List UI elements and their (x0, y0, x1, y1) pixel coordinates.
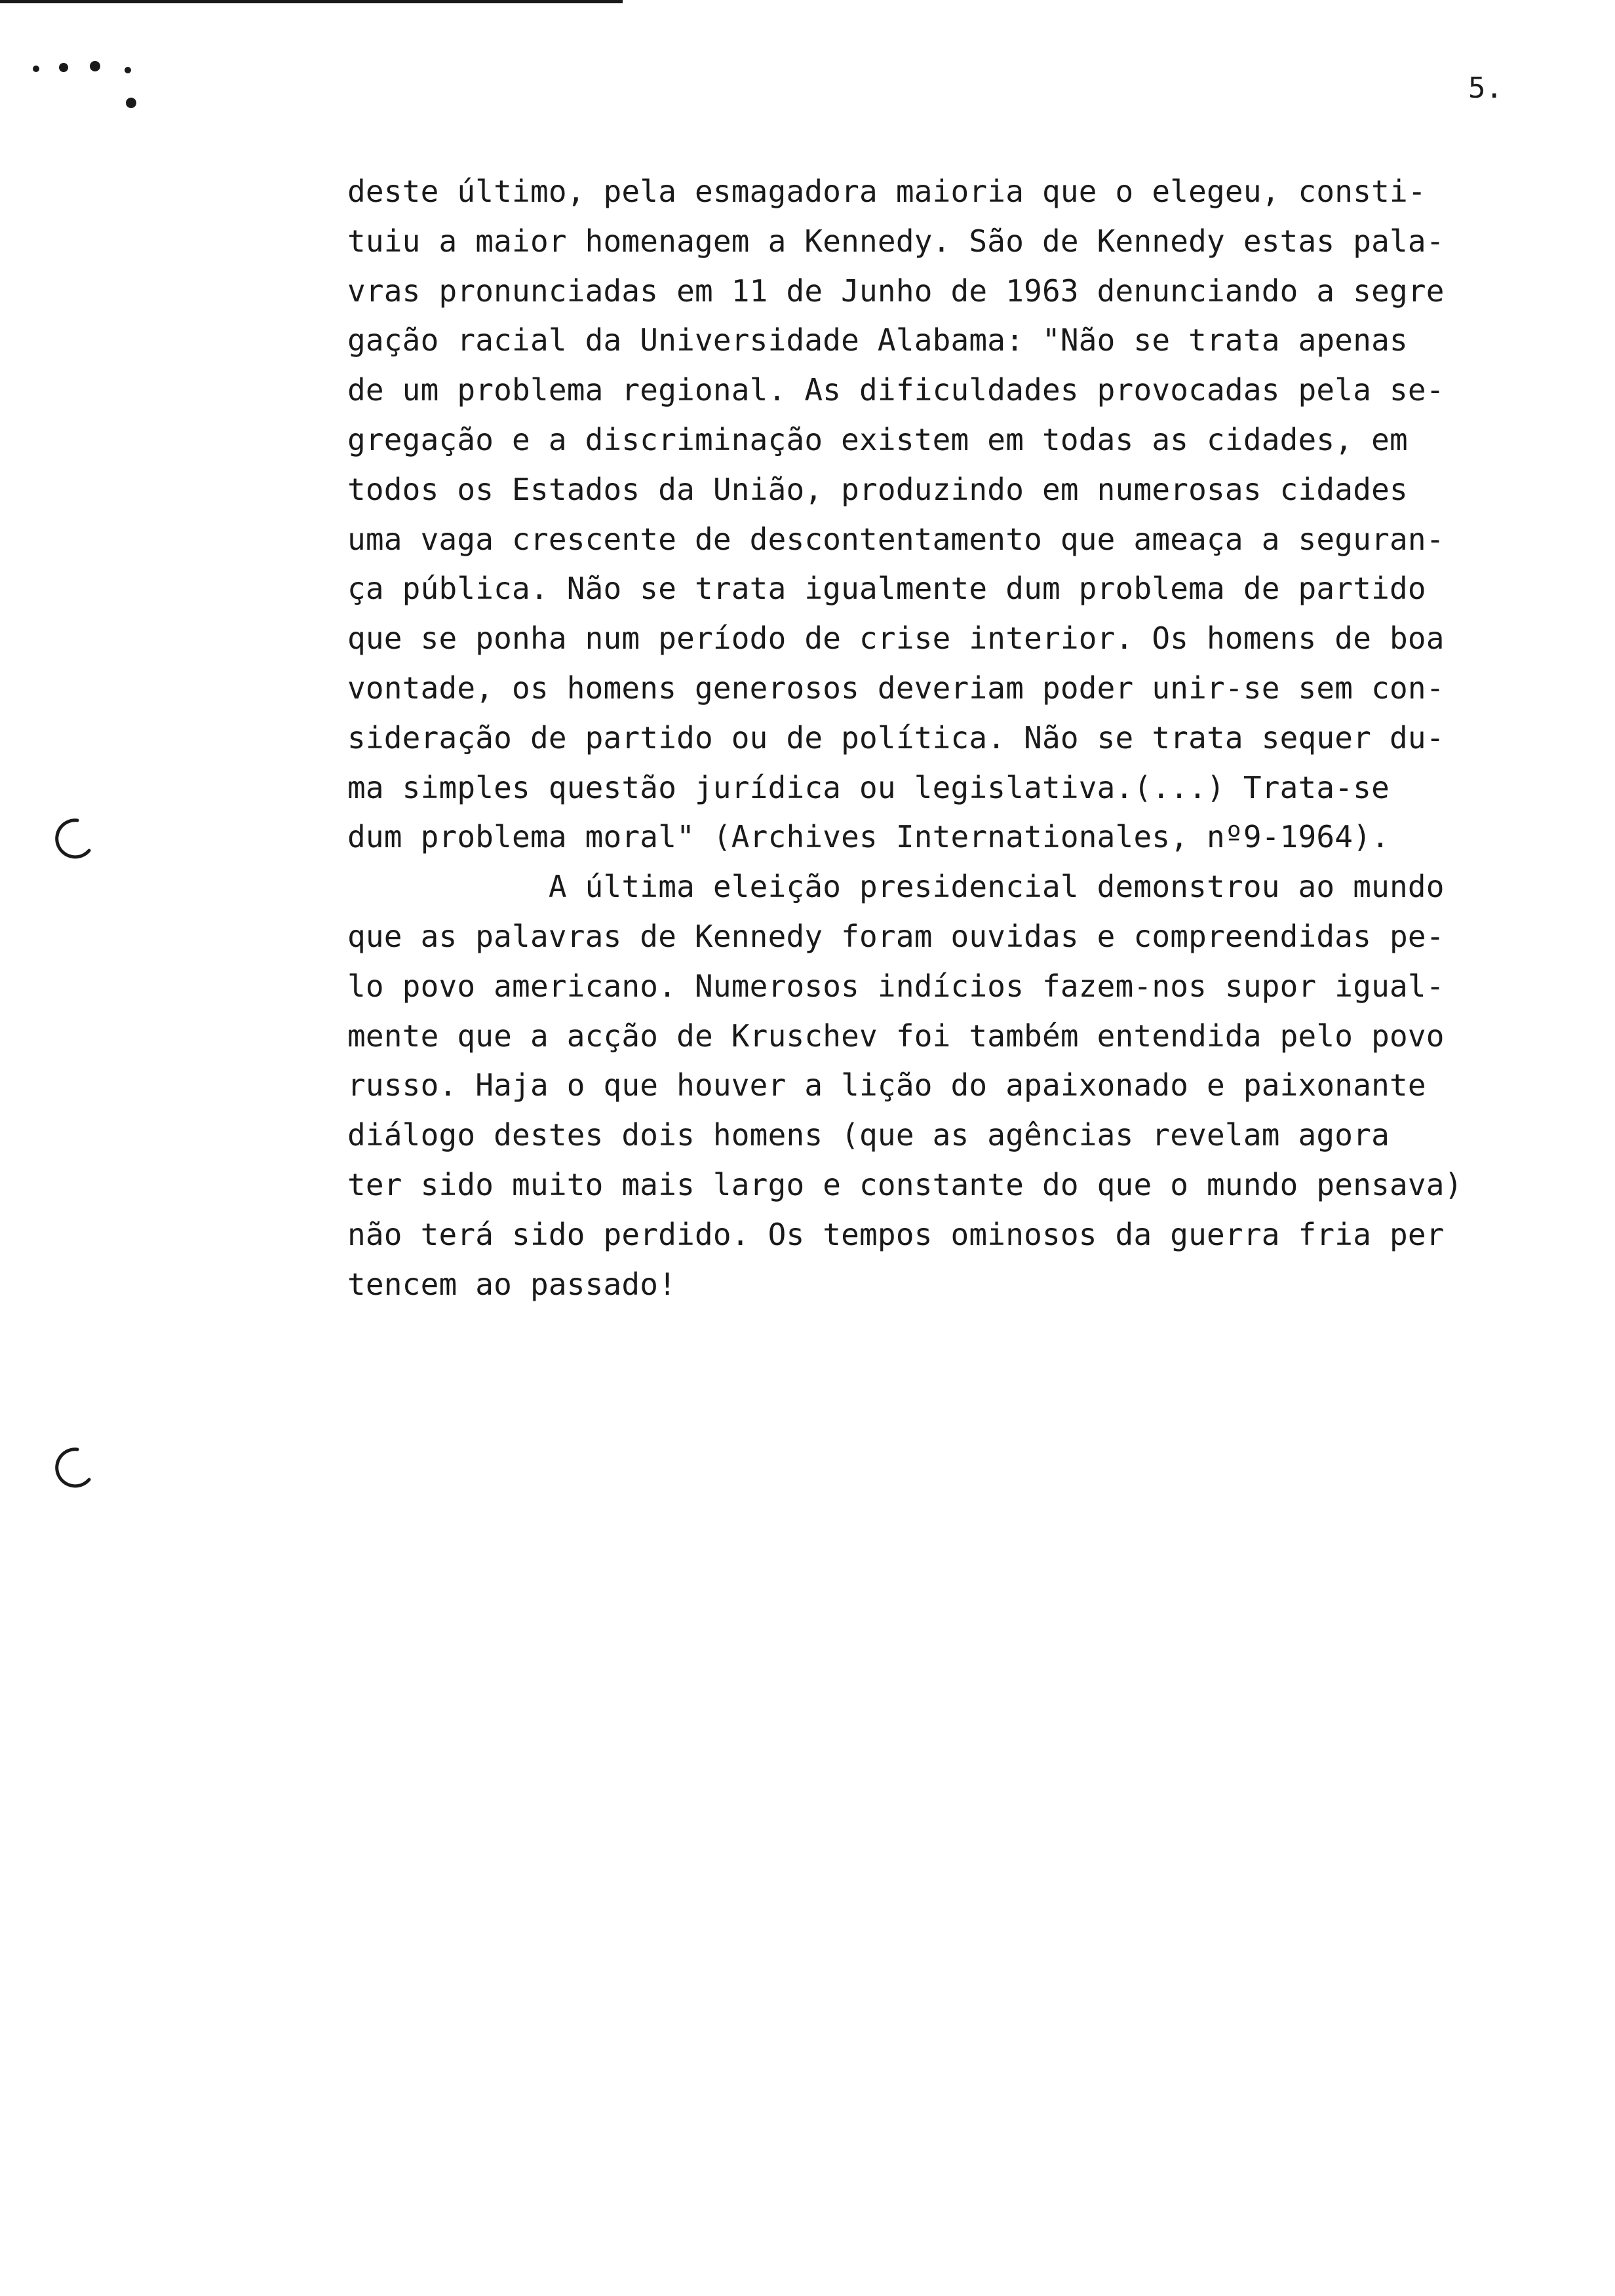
text-line: todos os Estados da União, produzindo em numerosas cidades (347, 471, 1408, 507)
text-line: A última eleição presidencial demonstrou ao mundo (347, 869, 1445, 905)
text-line: dum problema moral" (Archives Internationales, nº9-1964). (347, 819, 1390, 855)
text-line: que as palavras de Kennedy foram ouvidas e compreendidas pe- (347, 918, 1445, 954)
text-line: vontade, os homens generosos deveriam poder unir-se sem con- (347, 670, 1445, 706)
text-line: russo. Haja o que houver a lição do apaixonado e paixonante (347, 1067, 1426, 1103)
text-line: mente que a acção de Kruschev foi também entendida pelo povo (347, 1018, 1445, 1054)
text-line: gregação e a discriminação existem em todas as cidades, em (347, 421, 1408, 457)
text-line: gação racial da Universidade Alabama: "Não se trata apenas (347, 322, 1408, 358)
text-line: lo povo americano. Numerosos indícios fazem-nos supor igual- (347, 968, 1445, 1004)
text-line: de um problema regional. As dificuldades provocadas pela se- (347, 372, 1445, 408)
corner-dots-mark (29, 56, 161, 115)
text-line: uma vaga crescente de descontentamento que ameaça a seguran- (347, 521, 1445, 557)
punch-hole-mark (46, 813, 98, 865)
text-line: diálogo destes dois homens (que as agências revelam agora (347, 1117, 1390, 1153)
document-body (347, 167, 1566, 1309)
text-line: não terá sido perdido. Os tempos ominosos da guerra fria per (347, 1216, 1445, 1252)
top-edge-rule (0, 0, 623, 3)
text-line: ça pública. Não se trata igualmente dum problema de partido (347, 571, 1426, 607)
text-line: tencem ao passado! (347, 1266, 677, 1302)
text-line: deste último, pela esmagadora maioria que o elegeu, consti- (347, 174, 1426, 209)
text-line: ma simples questão jurídica ou legislativa.(...) Trata-se (347, 769, 1390, 805)
text-line: que se ponha num período de crise interior. Os homens de boa (347, 621, 1445, 657)
text-line: ter sido muito mais largo e constante do que o mundo pensava) (347, 1166, 1463, 1202)
text-line: sideração de partido ou de política. Não se trata sequer du- (347, 719, 1445, 756)
text-line: tuiu a maior homenagem a Kennedy. São de Kennedy estas pala- (347, 223, 1445, 259)
page-number: 5. (1468, 71, 1503, 105)
punch-hole-mark (46, 1442, 98, 1494)
text-line: vras pronunciadas em 11 de Junho de 1963 denunciando a segre (347, 273, 1445, 309)
